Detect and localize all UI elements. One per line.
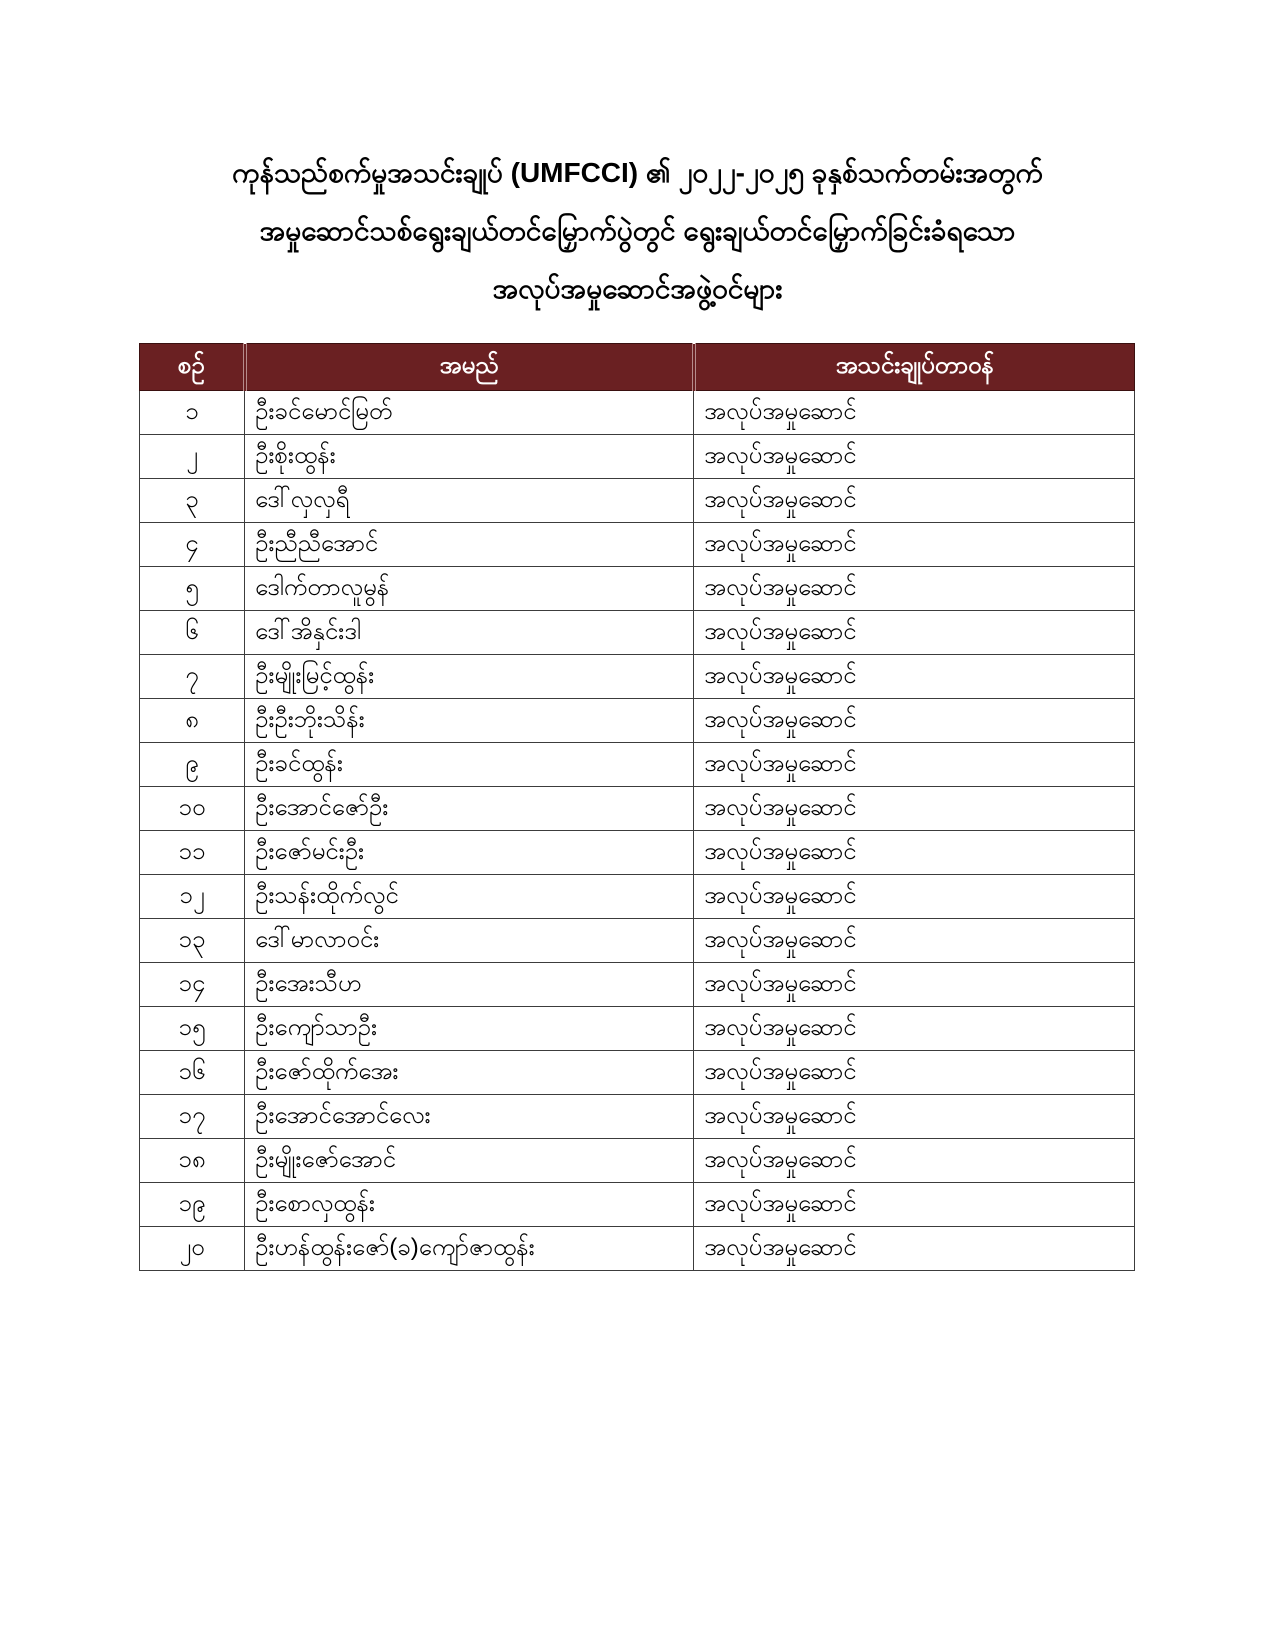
row-number: ၁၉	[140, 1183, 245, 1227]
table-row	[140, 1051, 1135, 1095]
row-name: ဦးဇော်ထိုက်အေး	[245, 1051, 694, 1095]
row-number: ၃	[140, 479, 245, 523]
title-line-1: ကုန်သည်စက်မှုအသင်းချုပ် (UMFCCI) ၏ ၂၀၂၂-၂၀၂၅ ခုနှစ်သက်တမ်းအတွက်	[232, 157, 1043, 188]
table-row	[140, 875, 1135, 919]
row-role: အလုပ်အမှုဆောင်	[694, 875, 1135, 919]
row-number: ၁၀	[140, 787, 245, 831]
table-row	[140, 479, 1135, 523]
row-number: ၁၂	[140, 875, 245, 919]
row-name: ဦးအောင်ဇော်ဦး	[245, 787, 694, 831]
table-row	[140, 1227, 1135, 1271]
row-role: အလုပ်အမှုဆောင်	[694, 1095, 1135, 1139]
row-name: ဦးကျော်သာဦး	[245, 1007, 694, 1051]
row-role: အလုပ်အမှုဆောင်	[694, 611, 1135, 655]
row-number: ၁၇	[140, 1095, 245, 1139]
row-number: ၅	[140, 567, 245, 611]
row-role: အလုပ်အမှုဆောင်	[694, 1139, 1135, 1183]
row-role: အလုပ်အမှုဆောင်	[694, 743, 1135, 787]
row-number: ၉	[140, 743, 245, 787]
row-role: အလုပ်အမှုဆောင်	[694, 479, 1135, 523]
row-role: အလုပ်အမှုဆောင်	[694, 963, 1135, 1007]
row-number: ၁၃	[140, 919, 245, 963]
members-table	[139, 343, 1135, 1271]
table-row	[140, 1183, 1135, 1227]
table-row	[140, 655, 1135, 699]
row-role: အလုပ်အမှုဆောင်	[694, 1183, 1135, 1227]
row-name: ဦးစိုးထွန်း	[245, 435, 694, 479]
row-name: ဦးခင်ထွန်း	[245, 743, 694, 787]
table-header	[140, 344, 1135, 391]
table-row	[140, 1007, 1135, 1051]
row-name: ဦးအောင်အောင်လေး	[245, 1095, 694, 1139]
row-role: အလုပ်အမှုဆောင်	[694, 391, 1135, 435]
row-role: အလုပ်အမှုဆောင်	[694, 1007, 1135, 1051]
row-role: အလုပ်အမှုဆောင်	[694, 1227, 1135, 1271]
table-body	[140, 391, 1135, 1271]
row-role: အလုပ်အမှုဆောင်	[694, 831, 1135, 875]
row-name: ဒေါ်လှလှရီ	[245, 479, 694, 523]
row-number: ၄	[140, 523, 245, 567]
row-number: ၁၈	[140, 1139, 245, 1183]
row-role: အလုပ်အမှုဆောင်	[694, 699, 1135, 743]
row-name: ဒေါ်မာလာဝင်း	[245, 919, 694, 963]
row-role: အလုပ်အမှုဆောင်	[694, 567, 1135, 611]
table-row	[140, 391, 1135, 435]
title-line-2: အမှုဆောင်သစ်ရွေးချယ်တင်မြှောက်ပွဲတွင် ရွေးချယ်တင်မြှောက်ခြင်းခံရသော	[259, 215, 1016, 246]
row-name: ဦးမျိုးမြင့်ထွန်း	[245, 655, 694, 699]
header-row	[140, 344, 1135, 391]
row-name: ဦးစောလှထွန်း	[245, 1183, 694, 1227]
row-number: ၁၄	[140, 963, 245, 1007]
row-number: ၁၆	[140, 1051, 245, 1095]
row-name: ဦးဦးဘိုးသိန်း	[245, 699, 694, 743]
table-row	[140, 919, 1135, 963]
table-row	[140, 1095, 1135, 1139]
table-row	[140, 699, 1135, 743]
table-row	[140, 963, 1135, 1007]
row-name: ဦးညီညီအောင်	[245, 523, 694, 567]
row-role: အလုပ်အမှုဆောင်	[694, 523, 1135, 567]
row-name: ဦးဟန်ထွန်းဇော်(ခ)ကျော်ဇာထွန်း	[245, 1227, 694, 1271]
table-row	[140, 435, 1135, 479]
row-name: ဦးဇော်မင်းဦး	[245, 831, 694, 875]
row-name: ဦးအေးသီဟ	[245, 963, 694, 1007]
table-row	[140, 523, 1135, 567]
table-row	[140, 1139, 1135, 1183]
table-row	[140, 787, 1135, 831]
row-number: ၂	[140, 435, 245, 479]
table-row	[140, 611, 1135, 655]
header-number: စဉ်	[140, 344, 245, 391]
row-number: ၂၀	[140, 1227, 245, 1271]
header-name: အမည်	[245, 344, 694, 391]
row-number: ၆	[140, 611, 245, 655]
row-number: ၇	[140, 655, 245, 699]
row-role: အလုပ်အမှုဆောင်	[694, 919, 1135, 963]
row-name: ဦးသန်းထိုက်လွင်	[245, 875, 694, 919]
row-number: ၁၁	[140, 831, 245, 875]
row-number: ၈	[140, 699, 245, 743]
header-role: အသင်းချုပ်တာဝန်	[694, 344, 1135, 391]
row-name: ဦးခင်မောင်မြတ်	[245, 391, 694, 435]
title-line-3: အလုပ်အမှုဆောင်အဖွဲ့ဝင်များ	[492, 273, 783, 304]
row-name: ဒေါက်တာလူမွန်	[245, 567, 694, 611]
table-row	[140, 743, 1135, 787]
row-number: ၁	[140, 391, 245, 435]
row-name: ဒေါ်အိနှင်းဒါ	[245, 611, 694, 655]
document-title	[0, 144, 1275, 318]
row-role: အလုပ်အမှုဆောင်	[694, 1051, 1135, 1095]
row-role: အလုပ်အမှုဆောင်	[694, 435, 1135, 479]
row-number: ၁၅	[140, 1007, 245, 1051]
row-role: အလုပ်အမှုဆောင်	[694, 655, 1135, 699]
row-name: ဦးမျိုးဇော်အောင်	[245, 1139, 694, 1183]
table-row	[140, 831, 1135, 875]
table-row	[140, 567, 1135, 611]
row-role: အလုပ်အမှုဆောင်	[694, 787, 1135, 831]
